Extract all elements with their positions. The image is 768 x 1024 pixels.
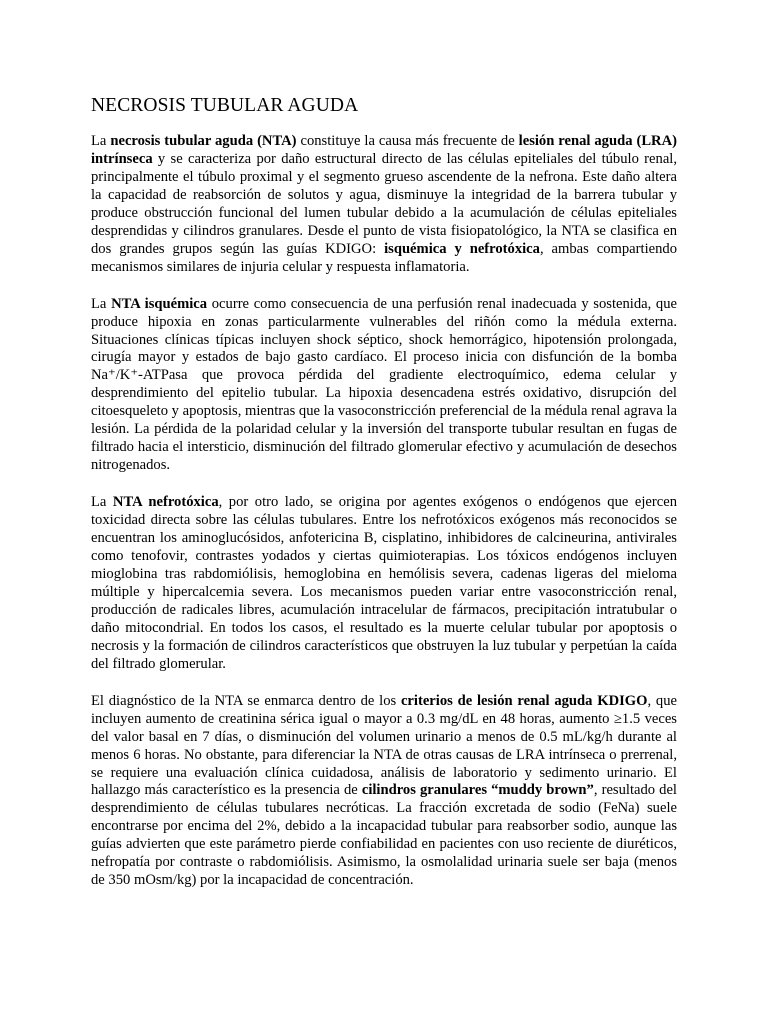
text-run: y se caracteriza por daño estructural directo de las células epiteliales del túbulo renal, principalmente el túbulo proximal y el segmento grueso ascendente de la nefrona. Este daño altera la capacidad de reabsorción de solutos y agua, disminuye la integridad de la barrera tubular y produce obstrucción funcional del lumen tubular debido a la acumulación de células epiteliales desprendidas y cilindros granulares. Desde el punto de vista fisiopatológico, la NTA se clasifica en dos grandes grupos según las guías KDIGO: — [91, 150, 677, 257]
paragraph-nta-isquemica — [91, 296, 677, 476]
bold-run: NTA isquémica — [111, 295, 208, 312]
paragraph-nta-nefrotoxica — [91, 494, 677, 674]
text-run: , resultado del desprendimiento de células tubulares necróticas. La fracción excretada de sodio (FeNa) suele encontrarse por encima del 2%, debido a la incapacidad tubular para reabsorber sodio, aunque las guías advierten que este parámetro pierde confiabilidad en pacientes con uso reciente de diuréticos, nefropatía por contraste o rabdomiólisis. Asimismo, la osmolalidad urinaria suele ser baja (menos de 350 mOsm/kg) por la incapacidad de concentración. — [91, 782, 677, 889]
text-run: , ambas compartiendo mecanismos similares de injuria celular y respuesta inflamatoria. — [91, 240, 677, 275]
bold-run: cilindros granulares “muddy brown” — [361, 782, 594, 799]
bold-run: criterios de lesión renal aguda KDIGO — [400, 692, 648, 709]
text-run: , por otro lado, se origina por agentes exógenos o endógenos que ejercen toxicidad directa sobre las células tubulares. Entre los nefrotóxicos exógenos más reconocidos se encuentran los aminoglucósidos, anfotericina B, cisplatino, inhibidores de calcineurina, antivirales como tenofovir, contrastes yodados y ciertas quimioterapias. Los tóxicos endógenos incluyen mioglobina tras rabdomiólisis, hemoglobina en hemólisis severa, cadenas ligeras del mieloma múltiple y hipercalcemia severa. Los mecanismos pueden variar entre vasoconstricción renal, producción de radicales libres, acumulación intracelular de fármacos, precipitación intratubular o daño mitocondrial. En todos los casos, el resultado es la muerte celular tubular por apoptosis o necrosis y la formación de cilindros característicos que obstruyen la luz tubular y perpetúan la caída del filtrado glomerular. — [91, 494, 677, 672]
paragraph-diagnostico — [91, 693, 677, 890]
text-run: ocurre como consecuencia de una perfusión renal inadecuada y sostenida, que produce hipoxia en zonas particularmente vulnerables del riñón como la médula externa. Situaciones clínicas típicas incluyen shock séptico, shock hemorrágico, hipotensión prolongada, cirugía mayor y estados de bajo gasto cardíaco. El proceso inicia con disfunción de la bomba Na⁺/K⁺-ATPasa que provoca pérdida del gradiente electroquímico, edema celular y desprendimiento del epitelio tubular. La hipoxia desencadena estrés oxidativo, disrupción del citoesqueleto y apoptosis, mientras que la vasoconstricción preferencial de la médula renal agrava la lesión. La pérdida de la polaridad celular y la inversión del transporte tubular resultan en fugas de filtrado hacia el intersticio, disminución del filtrado glomerular efectivo y acumulación de desechos nitrogenados. — [91, 295, 677, 474]
bold-run: isquémica y nefrotóxica — [384, 240, 540, 257]
bold-run: necrosis tubular aguda (NTA) — [110, 133, 297, 149]
bold-run: NTA nefrotóxica — [112, 494, 219, 511]
document-title: NECROSIS TUBULAR AGUDA — [91, 95, 359, 116]
text-run: El diagnóstico de la NTA se enmarca dentro de los — [91, 692, 401, 709]
text-run: La — [91, 295, 112, 312]
text-run: , que incluyen aumento de creatinina sérica igual o mayor a 0.3 mg/dL en 48 horas, aumento ≥1.5 veces del valor basal en 7 días, o disminución del volumen urinario a menos de 0.5 mL/kg/h durante al menos 6 horas. No obstante, para diferenciar la NTA de otras causas de LRA intrínseca o prerrenal, se requiere una evaluación clínica cuidadosa, análisis de laboratorio y sedimento urinario. El hallazgo más característico es la presencia de — [91, 692, 677, 799]
text-run: La — [91, 494, 113, 511]
bold-run: lesión renal aguda (LRA) intrínseca — [91, 133, 677, 167]
paragraph-intro — [91, 133, 677, 277]
document-page — [91, 95, 677, 909]
text-run: La — [91, 133, 111, 149]
text-run: constituye la causa más frecuente de — [296, 133, 519, 149]
